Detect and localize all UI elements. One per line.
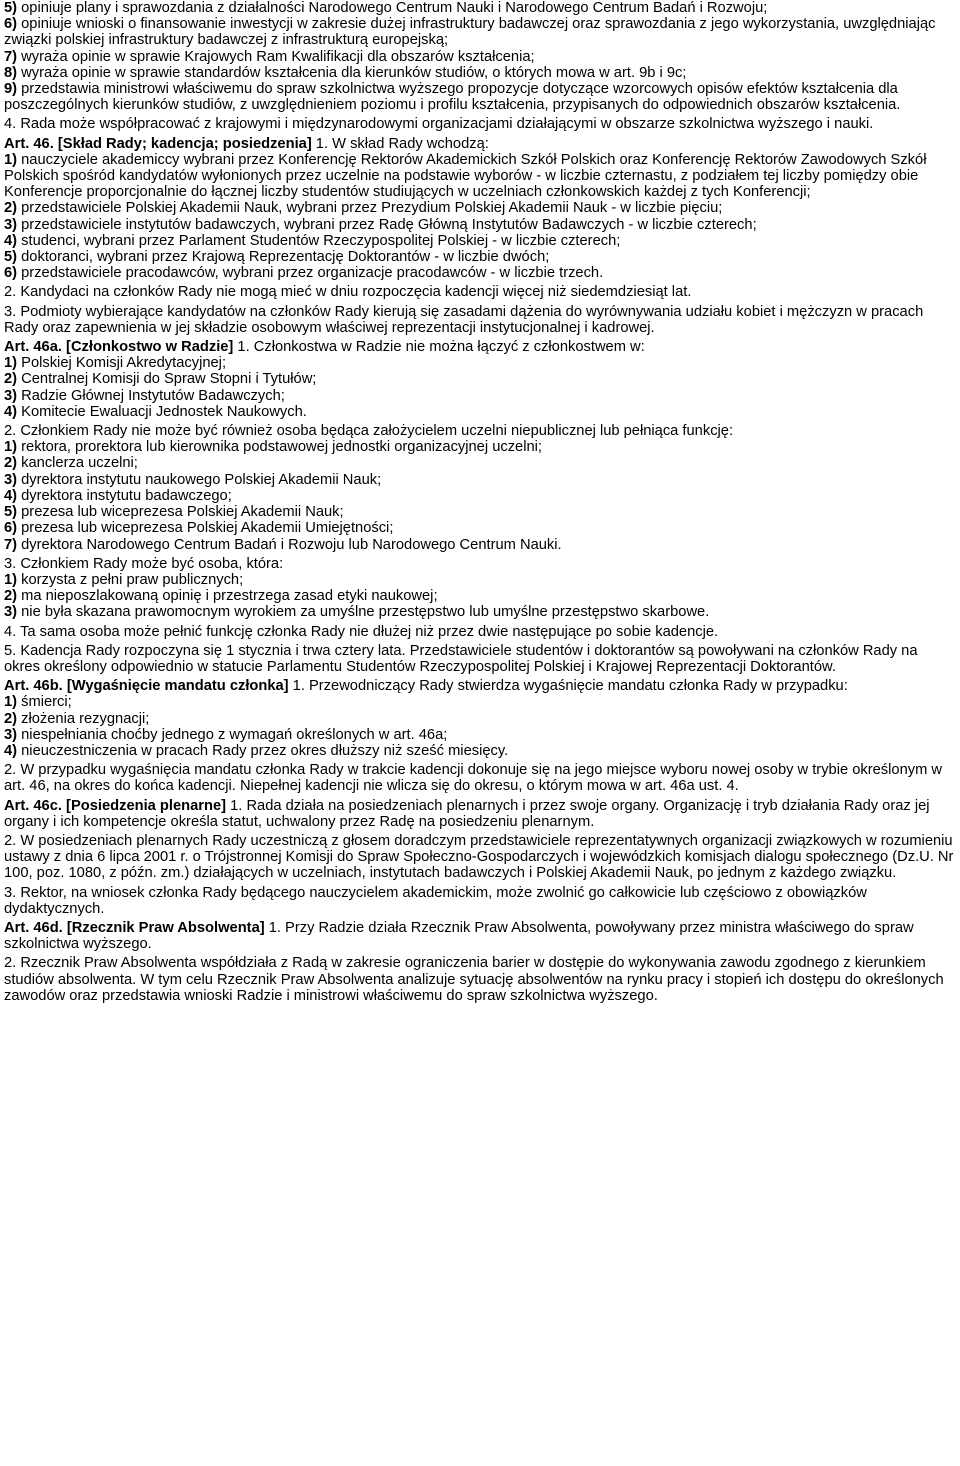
paragraph-text: 1. W skład Rady wchodzą: [311,135,489,152]
paragraph-text: 2. W przypadku wygaśnięcia mandatu członka Rady w trakcie kadencji dokonuje się na jego miejsce wyboru nowej osoby w trybie określonym w art. 46, na okres do końca kadencji. Niepełnej kadencji nie wlicza się do okresu, o którym mowa w art. 46a ust. 4. [4,762,942,795]
article-title: [Wygaśnięcie mandatu członka] [62,678,289,695]
paragraph-text: 2. Rzecznik Praw Absolwenta współdziała z Radą w zakresie ograniczenia barier w dostępie do wykonywania zawodu zgodnego z kierunkiem studiów absolwenta. W tym celu Rzecznik Praw Absolwenta analizuje sytuację absolwentów na rynku pracy i stopień ich dostępu do określonych zawodów oraz przedstawia wnioski Radzie i ministrowi właściwemu do spraw szkolnictwa wyższego. [4,955,944,1004]
list-item [4,520,956,536]
item-number: 5) [4,504,18,521]
item-number: 6) [4,520,18,537]
paragraph-text: 1. Rada działa na posiedzeniach plenarnych i przez swoje organy. Organizację i tryb działania Rady oraz jej organy i ich kompetencje określa statut, uchwalony przez Radę na posiedzeniu plenarnym. [4,797,930,830]
list-item [4,152,956,201]
paragraph-text: wyraża opinie w sprawie Krajowych Ram Kwalifikacji dla obszarów kształcenia; [17,48,535,65]
list-item [4,711,956,727]
list-item [4,504,956,520]
paragraph-text: prezesa lub wiceprezesa Polskiej Akademii Umiejętności; [17,520,394,537]
list-item [4,455,956,471]
paragraph-text: 4. Ta sama osoba może pełnić funkcję członka Rady nie dłużej niż przez dwie następujące po sobie kadencje. [4,623,719,640]
list-item [4,388,956,404]
paragraph-text: przedstawiciele instytutów badawczych, wybrani przez Radę Główną Instytutów Badawczych - w liczbie czterech; [17,216,757,233]
list-item [4,371,956,387]
paragraph-text: korzysta z pełni praw publicznych; [17,571,244,588]
list-item [4,572,956,588]
article-number: Art. 46b. [4,678,63,695]
paragraph-text: 1. Przy Radzie działa Rzecznik Praw Absolwenta, powoływany przez ministra właściwego do spraw szkolnictwa wyższego. [4,919,914,953]
list-item [4,537,956,553]
item-number: 1) [4,571,18,588]
item-number: 2) [4,200,18,217]
section-paragraph [4,833,956,882]
section-paragraph [4,643,956,675]
section-paragraph [4,423,956,439]
article-number: Art. 46d. [4,919,63,936]
paragraph-text: 3. Rektor, na wniosek członka Rady będącego nauczycielem akademickim, może zwolnić go całkowicie lub częściowo z obowiązków dydaktycznych. [4,884,867,917]
paragraph-text: 2. Kandydaci na członków Rady nie mogą mieć w dniu rozpoczęcia kadencji więcej niż siedemdziesiąt lat. [4,284,692,301]
section-paragraph [4,762,956,794]
paragraph-text: przedstawiciele pracodawców, wybrani przez organizacje pracodawców - w liczbie trzech. [17,265,604,282]
item-number: 3) [4,387,18,404]
paragraph-text: prezesa lub wiceprezesa Polskiej Akademii Nauk; [17,504,344,521]
section-paragraph [4,624,956,640]
item-number: 3) [4,604,18,621]
section-paragraph [4,304,956,336]
section-paragraph [4,955,956,1004]
paragraph-text: 1. Przewodniczący Rady stwierdza wygaśnięcie mandatu członka Rady w przypadku: [288,678,848,695]
section-paragraph [4,885,956,917]
list-item [4,694,956,710]
item-number: 9) [4,81,18,98]
item-number: 6) [4,16,18,33]
paragraph-text: 4. Rada może współpracować z krajowymi i międzynarodowymi organizacjami działającymi w obszarze szkolnictwa wyższego i nauki. [4,116,874,133]
paragraph-text: opiniuje wnioski o finansowanie inwestycji w zakresie dużej infrastruktury badawczej oraz sprawozdania z jego wykorzystania, uwzględniając związki polskiej infrastruktury badawczej z infrastrukturą europejską; [4,16,936,49]
item-number: 5) [4,249,18,266]
item-number: 6) [4,265,18,282]
item-number: 4) [4,742,18,759]
paragraph-text: Radzie Głównej Instytutów Badawczych; [17,387,285,404]
list-item [4,604,956,620]
list-item [4,265,956,281]
article-number: Art. 46a. [4,339,62,356]
item-number: 4) [4,487,18,504]
item-number: 1) [4,439,18,456]
paragraph-text: wyraża opinie w sprawie standardów kształcenia dla kierunków studiów, o których mowa w art. 9b i 9c; [17,64,687,81]
list-item [4,65,956,81]
list-item [4,404,956,420]
paragraph-text: opiniuje plany i sprawozdania z działalności Narodowego Centrum Nauki i Narodowego Centrum Badań i Rozwoju; [17,0,768,16]
paragraph-text: nieuczestniczenia w pracach Rady przez okres dłuższy niż sześć miesięcy. [17,742,509,759]
document-page [4,0,956,1004]
item-number: 7) [4,48,18,65]
paragraph-text: Centralnej Komisji do Spraw Stopni i Tytułów; [17,371,317,388]
paragraph-text: Polskiej Komisji Akredytacyjnej; [17,355,227,372]
section-paragraph [4,116,956,132]
paragraph-text: dyrektora Narodowego Centrum Badań i Rozwoju lub Narodowego Centrum Nauki. [17,536,562,553]
section-paragraph [4,556,956,572]
paragraph-text: 3. Podmioty wybierające kandydatów na członków Rady kierują się zasadami dążenia do wyrównywania udziału kobiet i mężczyzn w pracach Rady oraz zapewnienia w jej składzie osobowym właściwej reprezentacji instytucjonalnej i kadrowej. [4,303,924,336]
article-title: [Skład Rady; kadencja; posiedzenia] [53,135,312,152]
list-item [4,743,956,759]
paragraph-text: rektora, prorektora lub kierownika podstawowej jednostki organizacyjnej uczelni; [17,439,542,456]
article-paragraph [4,678,956,694]
paragraph-text: studenci, wybrani przez Parlament Studentów Rzeczypospolitej Polskiej - w liczbie czterech; [17,232,621,249]
paragraph-text: 2. Członkiem Rady nie może być również osoba będąca założycielem uczelni niepublicznej lub pełniąca funkcję: [4,423,734,440]
item-number: 2) [4,455,18,472]
item-number: 3) [4,471,18,488]
list-item [4,81,956,113]
paragraph-text: 2. W posiedzeniach plenarnych Rady uczestniczą z głosem doradczym przedstawiciele reprezentatywnych organizacji związkowych w rozumieniu ustawy z dnia 6 lipca 2001 r. o Trójstronnej Komisji do Spraw Społeczno-Gospodarczych i wojewódzkich komisjach dialogu społecznego (Dz.U. Nr 100, poz. 1080, z późn. zm.) działających w uczelniach, instytutach badawczych i Polskiej Akademii Nauk, po jednym z każdego związku. [4,832,954,882]
paragraph-text: 3. Członkiem Rady może być osoba, która: [4,555,284,572]
paragraph-text: złożenia rezygnacji; [17,710,150,727]
item-number: 1) [4,694,18,711]
list-item [4,233,956,249]
list-item [4,588,956,604]
item-number: 5) [4,0,18,16]
item-number: 8) [4,64,18,81]
paragraph-text: ma nieposzlakowaną opinię i przestrzega zasad etyki naukowej; [17,588,438,605]
item-number: 7) [4,536,18,553]
paragraph-text: Komitecie Ewaluacji Jednostek Naukowych. [17,403,307,420]
paragraph-text: doktoranci, wybrani przez Krajową Reprezentację Doktorantów - w liczbie dwóch; [17,249,550,266]
article-number: Art. 46. [4,135,54,152]
list-item [4,249,956,265]
list-item [4,439,956,455]
item-number: 2) [4,710,18,727]
list-item [4,16,956,48]
item-number: 3) [4,726,18,743]
article-paragraph [4,136,956,152]
article-paragraph [4,920,956,952]
article-paragraph [4,339,956,355]
paragraph-text: nauczyciele akademiccy wybrani przez Konferencję Rektorów Akademickich Szkół Polskich oraz Konferencję Rektorów Zawodowych Szkół Polskich spośród kandydatów wyłonionych przez uczelnie na podstawie wyborów - w liczbie czternastu, z podziałem tej liczby pomiędzy obie Konferencje proporcjonalnie do łącznej liczby studentów studiujących w uczelniach członkowskich każdej z tych Konferencji; [4,151,927,201]
paragraph-text: 5. Kadencja Rady rozpoczyna się 1 stycznia i trwa cztery lata. Przedstawiciele studentów i doktorantów są powoływani na członków Rady na okres określony odpowiednio w statucie Parlamentu Studentów Rzeczypospolitej Polskiej i Krajowej Reprezentacji Doktorantów. [4,642,918,675]
article-paragraph [4,798,956,830]
item-number: 4) [4,232,18,249]
list-item [4,488,956,504]
item-number: 1) [4,151,18,168]
paragraph-text: przedstawiciele Polskiej Akademii Nauk, wybrani przez Prezydium Polskiej Akademii Nauk - w liczbie pięciu; [17,200,723,217]
paragraph-text: 1. Członkostwa w Radzie nie można łączyć z członkostwem w: [233,339,645,356]
item-number: 4) [4,403,18,420]
article-title: [Posiedzenia plenarne] [61,797,227,814]
article-title: [Członkostwo w Radzie] [61,339,234,356]
list-item [4,49,956,65]
paragraph-text: przedstawia ministrowi właściwemu do spraw szkolnictwa wyższego propozycje dotyczące wzorcowych opisów efektów kształcenia dla poszczególnych kierunków studiów, z uwzględnieniem poziomu i profilu kształcenia, przypisanych do odpowiednich obszarów kształcenia. [4,81,901,114]
item-number: 1) [4,355,18,372]
paragraph-text: kanclerza uczelni; [17,455,138,472]
article-number: Art. 46c. [4,797,62,814]
item-number: 2) [4,371,18,388]
list-item [4,0,956,16]
list-item [4,355,956,371]
list-item [4,727,956,743]
item-number: 2) [4,588,18,605]
list-item [4,200,956,216]
list-item [4,472,956,488]
list-item [4,217,956,233]
article-title: [Rzecznik Praw Absolwenta] [62,919,265,936]
item-number: 3) [4,216,18,233]
paragraph-text: niespełniania choćby jednego z wymagań określonych w art. 46a; [17,726,448,743]
paragraph-text: śmierci; [17,694,72,711]
paragraph-text: dyrektora instytutu naukowego Polskiej Akademii Nauk; [17,471,382,488]
paragraph-text: nie była skazana prawomocnym wyrokiem za umyślne przestępstwo lub umyślne przestępstwo skarbowe. [17,604,710,621]
section-paragraph [4,284,956,300]
paragraph-text: dyrektora instytutu badawczego; [17,487,232,504]
